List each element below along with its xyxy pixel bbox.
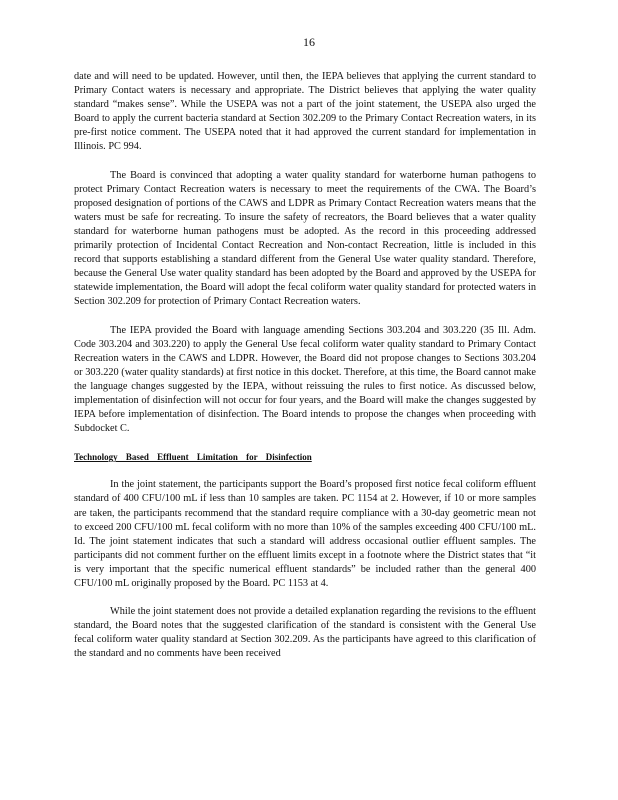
paragraph-joint-statement: In the joint statement, the participants support the Board’s proposed first notice fecal coliform effluent standard of 400 CFU/100 mL if less than 10 samples are taken. PC 1154 at 2. However, if 10 or more samples are taken, the participants recommend that the standard require compliance with a 30-day geometric mean not to exceed 200 CFU/100 mL fecal coliform with no more than 10% of the samples exceeding 400 CFU/100 mL. Id. The joint statement indicates that such a standard will address occasional outlier effluent samples. The participants did not comment further on the effluent limits except in a footnote where the District states that “it is very important that the specific numerical effluent standards” be included rather than the general 400 CFU/100 mL originally proposed by the Board. PC 1153 at 4. [74, 479, 536, 589]
paragraph-effluent-standard: While the joint statement does not provide a detailed explanation regarding the revisions to the effluent standard, the Board notes that the suggested clarification of the standard is consistent with the General Use fecal coliform water quality standard at Section 302.209. As the participants have agreed to this clarification of the standard and no comments have been received [74, 606, 536, 660]
section-heading: Technology Based Effluent Limitation for Disinfection [74, 452, 312, 463]
paragraph-iepa-language: The IEPA provided the Board with language amending Sections 303.204 and 303.220 (35 Ill. Adm. Code 303.204 and 303.220) to apply the General Use fecal coliform water quality standard to Primary Contact Recreation waters in the CAWS and LDPR. However, the Board did not propose changes to Sections 303.204 or 303.220 (water quality standards) at first notice in this docket. Therefore, at this time, the Board cannot make the language changes suggested by the IEPA, without reissuing the rules to first notice. As discussed below, implementation of disinfection will not occur for four years, and the Board will make the changes suggested by IEPA before implementation of disinfection. The Board intends to propose the changes when proceeding with Subdocket C. [74, 324, 536, 435]
paragraph-iepa-standard: date and will need to be updated. However, until then, the IEPA believes that applying the current standard to Primary Contact waters is necessary and appropriate. The District believes that applying the water quality standard “makes sense”. While the USEPA was not a part of the joint statement, the USEPA also urged the Board to apply the current bacteria standard at Section 302.209 to the Primary Contact Recreation waters, in its pre-first notice comment. The USEPA noted that it had approved the current standard for implementation in Illinois. PC 994. [74, 71, 536, 153]
document-body [74, 70, 536, 675]
page-number: 16 [303, 35, 315, 49]
paragraph-board-convinced: The Board is convinced that adopting a water quality standard for waterborne human pathogens to protect Primary Contact Recreation waters is necessary to meet the requirements of the CWA. The Board’s proposed designation of portions of the CAWS and LDPR as Primary Contact Recreation waters means that the waters must be safe for recreating. To insure the safety of recreators, the Board believes that a water quality standard for waterborne human pathogens must be adopted. As the record in this proceeding addressed primarily protection of Incidental Contact Recreation and Non-contact Recreation, little is included in this record that supports establishing a standard different from the General Use water quality standard. Therefore, because the General Use water quality standard has been adopted by the Board and approved by the USEPA for statewide implementation, the Board will adopt the fecal coliform water quality standard for protected waters in Section 302.209 for protection of Primary Contact Recreation waters. [74, 169, 536, 308]
